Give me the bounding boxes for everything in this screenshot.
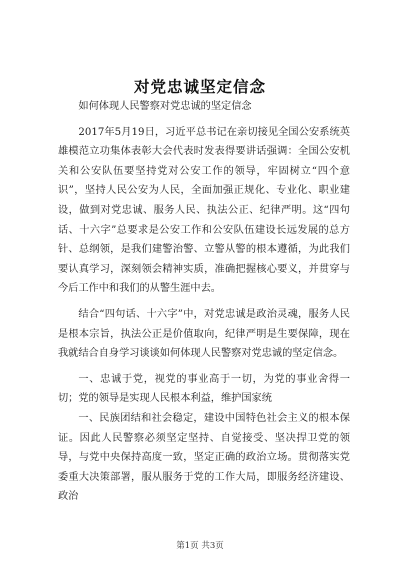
body-paragraph: 结合“四句话、十六字”中，对党忠诚是政治灵魂，服务人民是根本宗旨，执法公正是价值取向，纪律严明是生要保障，现在我就结合自身学习谈谈如何体现人民警察对党忠诚的坚定信念。 <box>58 308 350 360</box>
body-paragraph: 一、民族团结和社会稳定，建设中国特色社会主义的根本保证。因此人民警察必须坚定坚持、自觉接受、坚决捍卫党的领导，与党中央保持高度一致，坚定正确的政治立场。贯彻落实党委重大决策部署，服从服务于党的工作大局，即服务经济建设、政治 <box>58 412 350 503</box>
subtitle-paragraph: 如何体现人民警察对党忠诚的坚定信念 <box>78 101 252 112</box>
document-body <box>58 97 350 507</box>
document-title: 对党忠诚坚定信念 <box>133 77 266 96</box>
page-number-footer: 第1页 共3页 <box>176 541 224 551</box>
section-heading-paragraph: 一、忠诚于党，视党的事业高于一切，为党的事业舍得一切；党的领导是实现人民根本利益，维护国家统 <box>58 373 350 405</box>
body-paragraph: 2017年5月19日，习近平总书记在亲切接见全国公安系统英雄模范立功集体表彰大会代表时发表得要讲话强调：全国公安机关和公安队伍要坚持党对公安工作的领导，牢固树立“四个意识”，坚持人民公安为人民，全面加强正规化、专业化、职业建设，做到对党忠诚、服务人民、执法公正、纪律严明。这“四句话、十六字”总要求是公安工作和公安队伍建设长远发展的总方针、总纲领，是我们建警治警、立警从警的根本遵循，为此我们要认真学习，深刻领会精神实质，准确把握核心要义，并贯穿与今后工作中和我们的从警生涯中去。 <box>58 126 350 295</box>
